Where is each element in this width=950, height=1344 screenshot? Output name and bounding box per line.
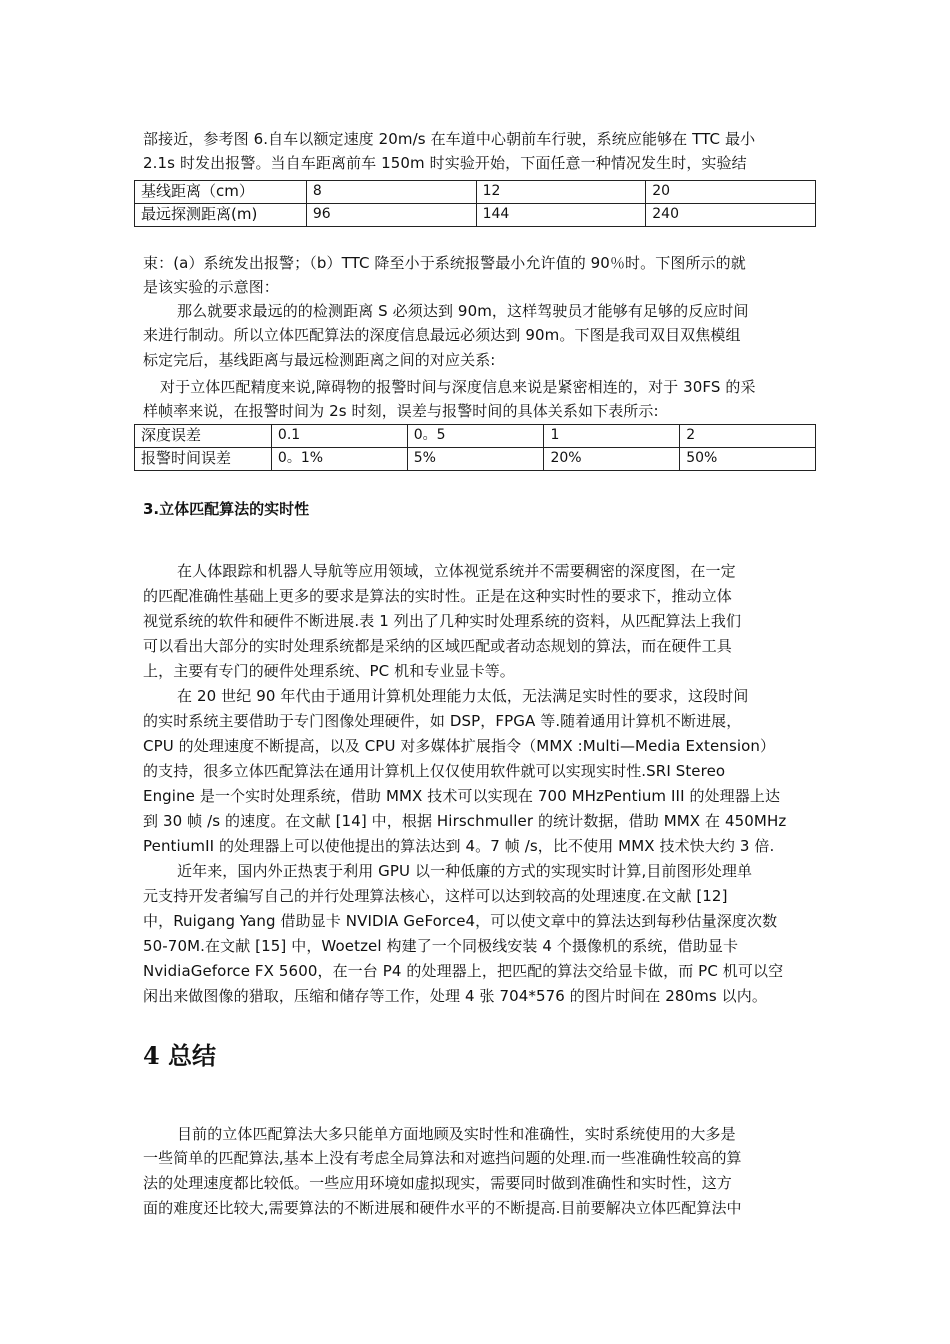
table-cell: 5% <box>407 448 544 471</box>
s3-line-12: PentiumII 的处理器上可以使他提出的算法达到 4。7 帧 /s，比不使用 MMX 技术快大约 3 倍. <box>143 837 775 855</box>
mid-line-6: 对于立体匹配精度来说,障碍物的报警时间与深度信息来说是紧密相连的，对于 30FS 的采 <box>160 378 756 396</box>
table-cell: 最远探测距离(m) <box>135 204 307 227</box>
s3-line-4: 可以看出大部分的实时处理系统都是采纳的区域匹配或者动态规划的算法，而在硬件工具 <box>143 637 732 655</box>
table-cell: 8 <box>306 181 476 204</box>
mid-line-5: 标定完后，基线距离与最远检测距离之间的对应关系: <box>143 351 496 369</box>
alarm-error-table <box>134 424 816 471</box>
table-cell: 基线距离（cm） <box>135 181 307 204</box>
s3-line-18: 闲出来做图像的猎取，压缩和储存等工作，处理 4 张 704*576 的图片时间在 280ms 以内。 <box>143 987 767 1005</box>
s3-line-16: 50-70M.在文献 [15] 中，Woetzel 构建了一个同极线安装 4 个摄像机的系统，借助显卡 <box>143 937 739 955</box>
table-cell: 20 <box>646 181 816 204</box>
s3-line-14: 元支持开发者编写自己的并行处理算法核心，这样可以达到较高的处理速度.在文献 [12] <box>143 887 728 905</box>
table-cell: 20% <box>544 448 680 471</box>
s3-line-2: 的匹配准确性基础上更多的要求是算法的实时性。正是在这种实时性的要求下，推动立体 <box>143 587 732 605</box>
table-row <box>135 425 816 448</box>
s3-line-13: 近年来，国内外正热衷于利用 GPU 以一种低廉的方式的实现实时计算,目前图形处理单 <box>177 862 753 880</box>
s3-line-3: 视觉系统的软件和硬件不断进展.表 1 列出了几种实时处理系统的资料，从匹配算法上我们 <box>143 612 742 630</box>
table-row <box>135 181 816 204</box>
table-cell: 50% <box>680 448 816 471</box>
mid-line-4: 来进行制动。所以立体匹配算法的深度信息最远必须达到 90m。下图是我司双目双焦模组 <box>143 326 741 344</box>
table-row <box>135 204 816 227</box>
section-3-title: 3.立体匹配算法的实时性 <box>143 500 310 518</box>
intro-line-1: 部接近，参考图 6.自车以额定速度 20m/s 在车道中心朝前车行驶，系统应能够在 TTC 最小 <box>143 130 756 148</box>
s3-line-15: 中，Ruigang Yang 借助显卡 NVIDIA GeForce4，可以使文章中的算法达到每秒估量深度次数 <box>143 912 778 930</box>
s3-line-10: Engine 是一个实时处理系统，借助 MMX 技术可以实现在 700 MHzPentium III 的处理器上达 <box>143 787 781 805</box>
s4-line-2: 一些简单的匹配算法,基本上没有考虑全局算法和对遮挡问题的处理.而一些准确性较高的算 <box>143 1149 742 1167</box>
table-cell: 96 <box>306 204 476 227</box>
intro-line-2: 2.1s 时发出报警。当自车距离前车 150m 时实验开始，下面任意一种情况发生时，实验结 <box>143 154 747 172</box>
table-cell: 12 <box>476 181 646 204</box>
s4-line-1: 目前的立体匹配算法大多只能单方面地顾及实时性和准确性，实时系统使用的大多是 <box>177 1125 736 1143</box>
table-cell: 深度误差 <box>135 425 272 448</box>
s4-line-3: 法的处理速度都比较低。一些应用环境如虚拟现实，需要同时做到准确性和实时性，这方 <box>143 1174 732 1192</box>
table-cell: 240 <box>646 204 816 227</box>
table-cell: 0。1% <box>271 448 407 471</box>
s3-line-8: CPU 的处理速度不断提高，以及 CPU 对多媒体扩展指令（MMX :Multi—Media Extension） <box>143 737 776 755</box>
table-cell: 0.1 <box>271 425 407 448</box>
mid-line-1: 束：(a）系统发出报警；（b）TTC 降至小于系统报警最小允许值的 90％时。下图所示的就 <box>143 254 746 272</box>
baseline-distance-table <box>134 180 816 227</box>
mid-line-7: 样帧率来说，在报警时间为 2s 时刻，误差与报警时间的具体关系如下表所示: <box>143 402 659 420</box>
s3-line-5: 上，主要有专门的硬件处理系统、PC 机和专业显卡等。 <box>143 662 515 680</box>
s3-line-11: 到 30 帧 /s 的速度。在文献 [14] 中，根据 Hirschmuller 的统计数据，借助 MMX 在 450MHz <box>143 812 787 830</box>
table-cell: 2 <box>680 425 816 448</box>
s4-line-4: 面的难度还比较大,需要算法的不断进展和硬件水平的不断提高.目前要解决立体匹配算法中 <box>143 1199 742 1217</box>
s3-line-9: 的支持，很多立体匹配算法在通用计算机上仅仅使用软件就可以实现实时性.SRI Stereo <box>143 762 726 780</box>
table-cell: 144 <box>476 204 646 227</box>
s3-line-1: 在人体跟踪和机器人导航等应用领域，立体视觉系统并不需要稠密的深度图，在一定 <box>177 562 736 580</box>
mid-line-3: 那么就要求最远的的检测距离 S 必须达到 90m，这样驾驶员才能够有足够的反应时间 <box>177 302 749 320</box>
table-cell: 报警时间误差 <box>135 448 272 471</box>
table-cell: 1 <box>544 425 680 448</box>
s3-line-7: 的实时系统主要借助于专门图像处理硬件，如 DSP，FPGA 等.随着通用计算机不断进展， <box>143 712 742 730</box>
table-row <box>135 448 816 471</box>
section-4-title: 4 总结 <box>143 1041 217 1070</box>
s3-line-17: NvidiaGeforce FX 5600，在一台 P4 的处理器上，把匹配的算法交给显卡做，而 PC 机可以空 <box>143 962 784 980</box>
mid-line-2: 是该实验的示意图： <box>143 278 279 296</box>
s3-line-6: 在 20 世纪 90 年代由于通用计算机处理能力太低，无法满足实时性的要求，这段时间 <box>177 687 749 705</box>
table-cell: 0。5 <box>407 425 544 448</box>
